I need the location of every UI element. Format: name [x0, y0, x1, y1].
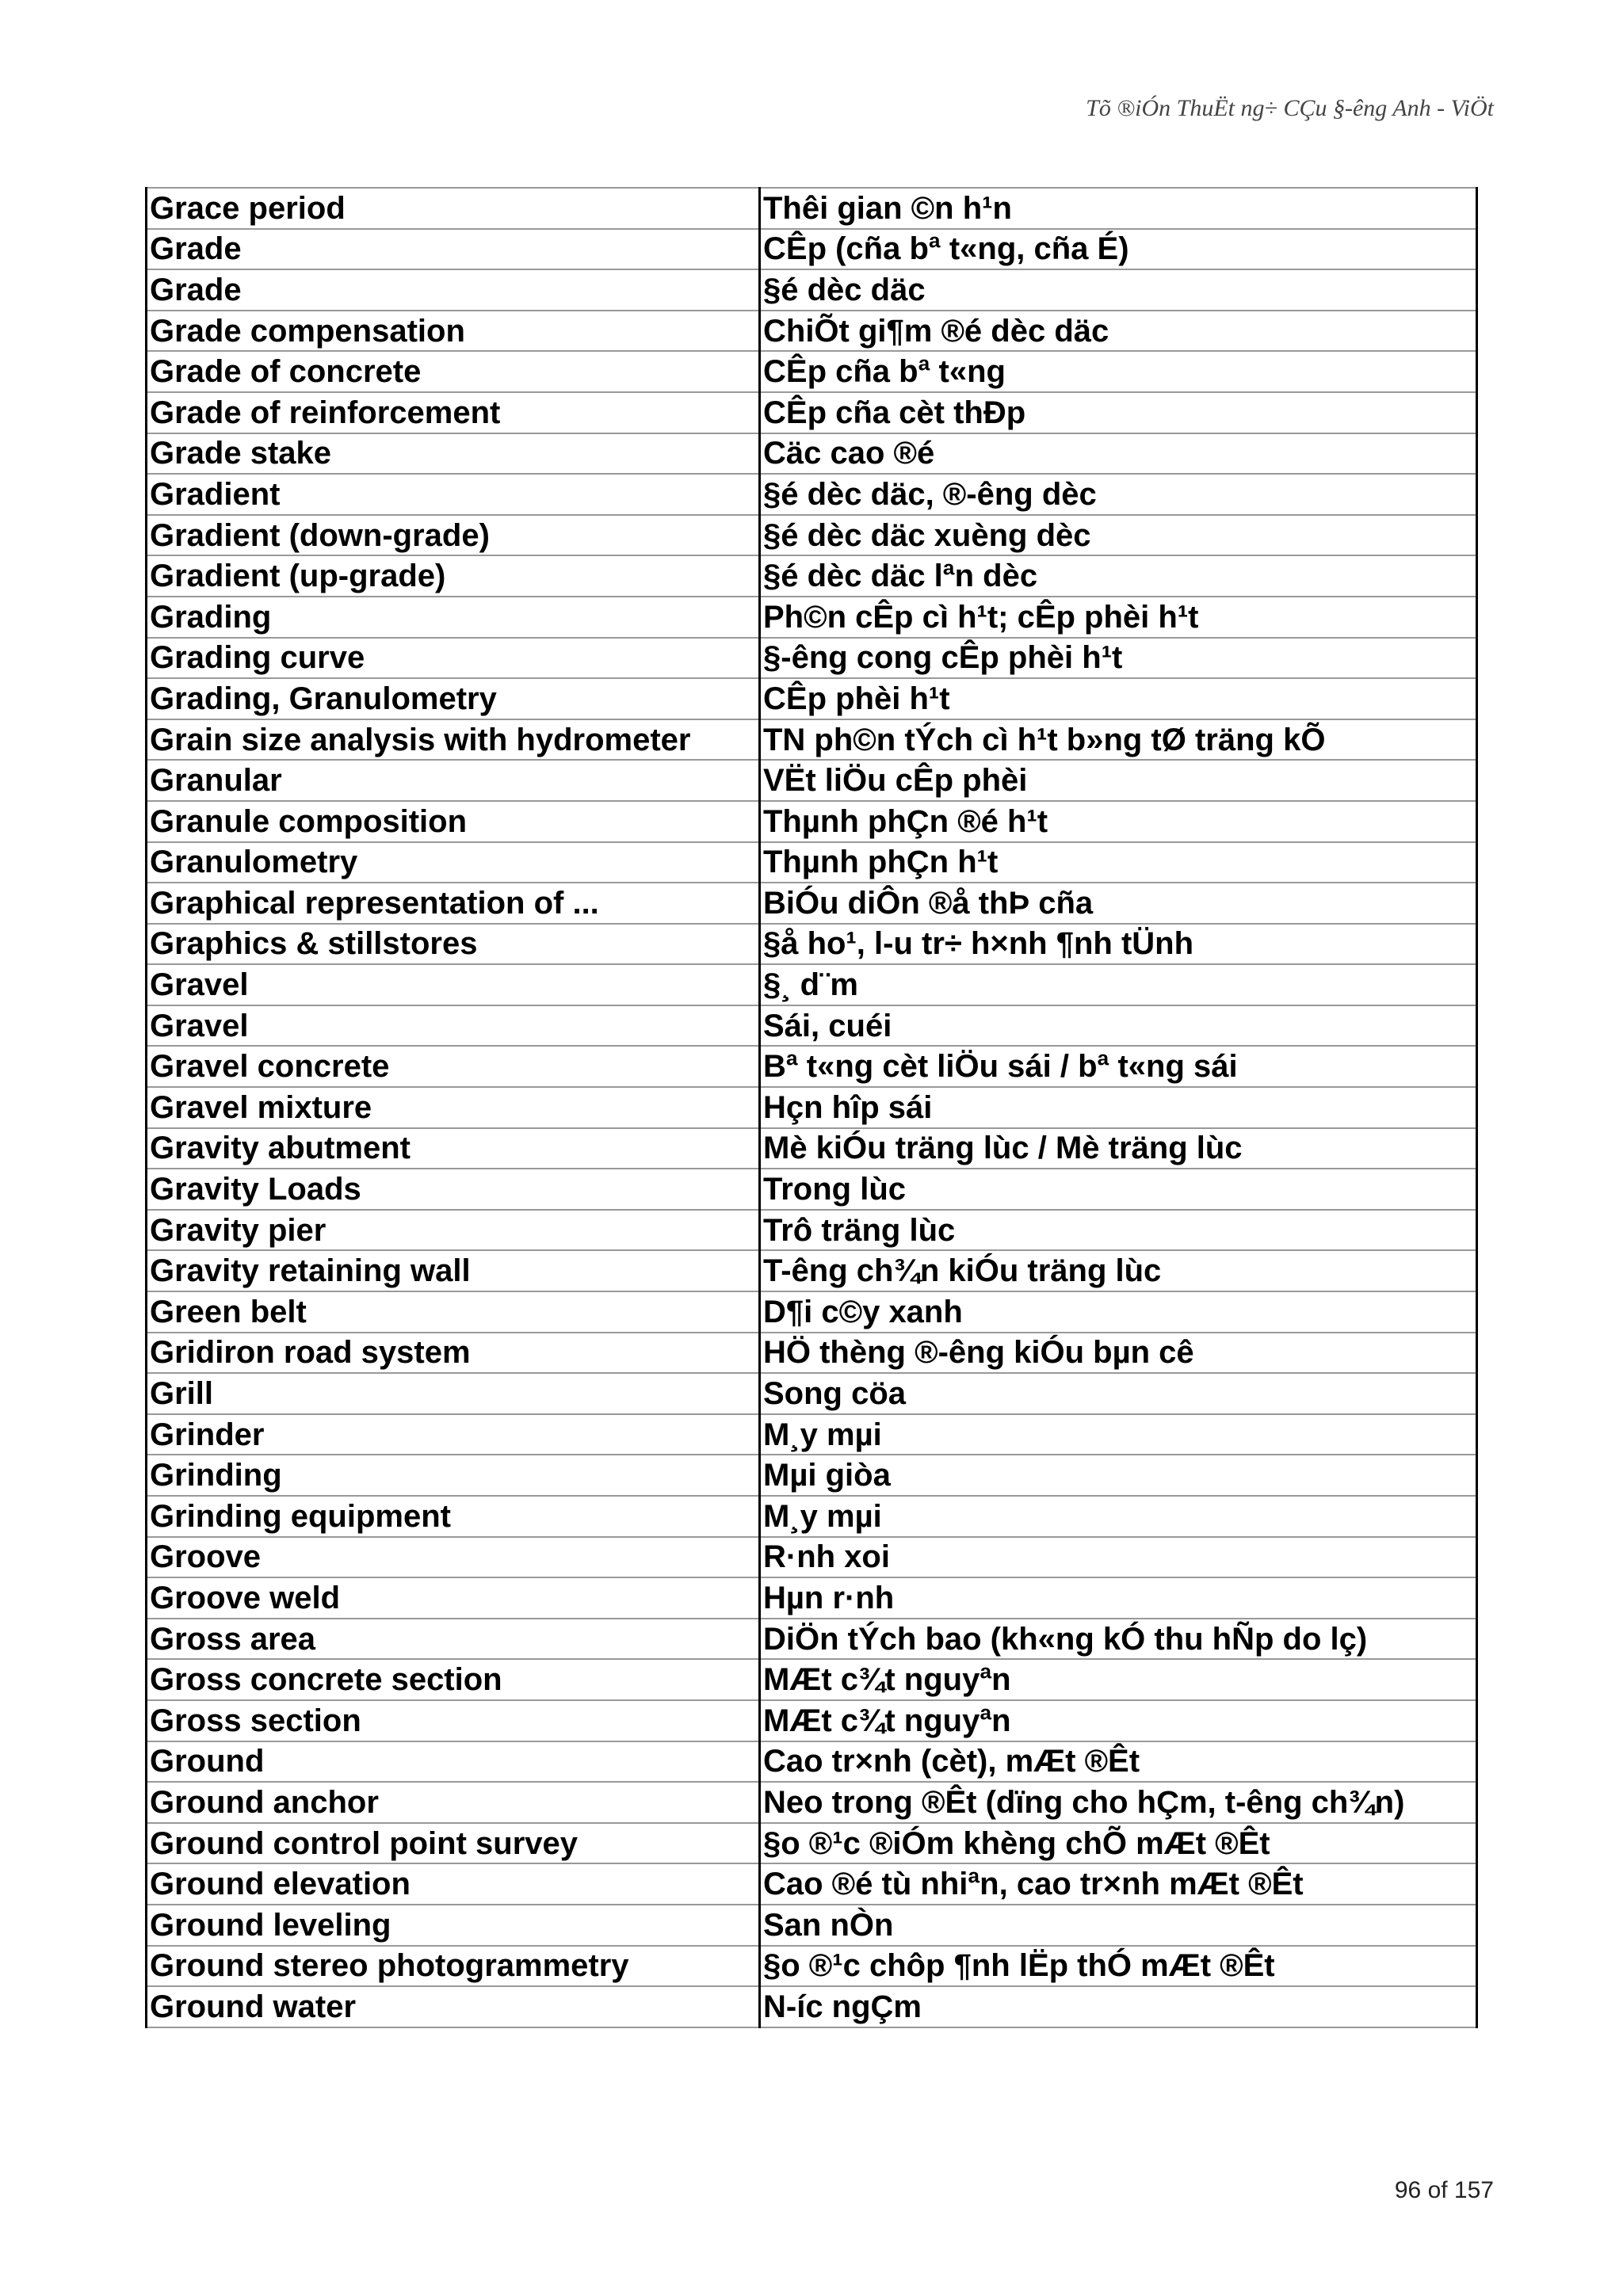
term-cell: Grade of concrete	[147, 351, 760, 392]
term-cell: Grace period	[147, 188, 760, 229]
table-row	[147, 1659, 1477, 1700]
term-cell: Gradient (up-grade)	[147, 555, 760, 597]
definition-cell: Thµnh phÇn ®é h¹t	[760, 801, 1477, 842]
table-row	[147, 1986, 1477, 2027]
definition-cell: San nÒn	[760, 1905, 1477, 1946]
table-row	[147, 1946, 1477, 1987]
definition-cell: MÆt c¾t nguyªn	[760, 1700, 1477, 1741]
definition-cell: HÖ thèng ®-êng kiÓu bµn cê	[760, 1333, 1477, 1374]
definition-cell: §é dèc däc xuèng dèc	[760, 515, 1477, 556]
term-cell: Ground stereo photogrammetry	[147, 1946, 760, 1987]
definition-cell: CÊp phèi h¹t	[760, 678, 1477, 719]
table-row	[147, 1210, 1477, 1251]
term-cell: Gradient (down-grade)	[147, 515, 760, 556]
table-row	[147, 924, 1477, 965]
term-cell: Grade	[147, 269, 760, 311]
term-cell: Granulometry	[147, 842, 760, 883]
glossary-body	[147, 188, 1477, 2027]
definition-cell: §o ®¹c chôp ¶nh lËp thÓ mÆt ®Êt	[760, 1946, 1477, 1987]
term-cell: Ground elevation	[147, 1863, 760, 1905]
glossary-table	[145, 187, 1478, 2028]
definition-cell: Trô träng lùc	[760, 1210, 1477, 1251]
definition-cell: Trong lùc	[760, 1169, 1477, 1210]
term-cell: Grade of reinforcement	[147, 392, 760, 433]
term-cell: Gravity pier	[147, 1210, 760, 1251]
definition-cell: Neo trong ®Êt (dïng cho hÇm, t-êng ch¾n)	[760, 1782, 1477, 1823]
table-row	[147, 1619, 1477, 1660]
table-row	[147, 883, 1477, 924]
definition-cell: Cäc cao ®é	[760, 433, 1477, 475]
term-cell: Grinder	[147, 1414, 760, 1455]
table-row	[147, 1905, 1477, 1946]
table-row	[147, 229, 1477, 270]
definition-cell: DiÖn tÝch bao (kh«ng kÓ thu hÑp do lç)	[760, 1619, 1477, 1660]
table-row	[147, 760, 1477, 801]
definition-cell: §-êng cong cÊp phèi h¹t	[760, 638, 1477, 679]
term-cell: Grading, Granulometry	[147, 678, 760, 719]
table-row	[147, 474, 1477, 515]
definition-cell: §å ho¹, l-u tr÷ h×nh ¶nh tÜnh	[760, 924, 1477, 965]
table-row	[147, 597, 1477, 638]
definition-cell: Mè kiÓu träng lùc / Mè träng lùc	[760, 1128, 1477, 1169]
term-cell: Gradient	[147, 474, 760, 515]
definition-cell: §é dèc däc lªn dèc	[760, 555, 1477, 597]
definition-cell: R·nh xoi	[760, 1537, 1477, 1578]
term-cell: Grade stake	[147, 433, 760, 475]
definition-cell: Mµi giòa	[760, 1455, 1477, 1496]
table-row	[147, 1291, 1477, 1333]
definition-cell: TN ph©n tÝch cì h¹t b»ng tØ träng kÕ	[760, 719, 1477, 761]
definition-cell: T-êng ch¾n kiÓu träng lùc	[760, 1250, 1477, 1291]
page-number: 96 of 157	[1394, 2177, 1494, 2203]
table-row	[147, 1250, 1477, 1291]
table-row	[147, 1169, 1477, 1210]
table-row	[147, 964, 1477, 1005]
term-cell: Groove	[147, 1537, 760, 1578]
table-row	[147, 1496, 1477, 1537]
definition-cell: Ph©n cÊp cì h¹t; cÊp phèi h¹t	[760, 597, 1477, 638]
table-row	[147, 351, 1477, 392]
running-header: Tõ ®iÓn ThuËt ng÷ CÇu §-êng Anh - ViÖt	[1086, 95, 1494, 121]
table-row	[147, 269, 1477, 311]
term-cell: Grinding equipment	[147, 1496, 760, 1537]
term-cell: Ground leveling	[147, 1905, 760, 1946]
table-row	[147, 1537, 1477, 1578]
table-row	[147, 1782, 1477, 1823]
table-row	[147, 311, 1477, 352]
definition-cell: Sái, cuéi	[760, 1005, 1477, 1047]
definition-cell: §o ®¹c ®iÓm khèng chÕ mÆt ®Êt	[760, 1823, 1477, 1864]
term-cell: Gross section	[147, 1700, 760, 1741]
definition-cell: Song cöa	[760, 1373, 1477, 1414]
table-row	[147, 392, 1477, 433]
term-cell: Grade compensation	[147, 311, 760, 352]
definition-cell: CÊp cña bª t«ng	[760, 351, 1477, 392]
table-row	[147, 1455, 1477, 1496]
term-cell: Gross concrete section	[147, 1659, 760, 1700]
definition-cell: Thêi gian ©n h¹n	[760, 188, 1477, 229]
term-cell: Gravel mixture	[147, 1087, 760, 1128]
table-row	[147, 1414, 1477, 1455]
table-row	[147, 1741, 1477, 1783]
table-row	[147, 1823, 1477, 1864]
table-row	[147, 719, 1477, 761]
definition-cell: BiÓu diÔn ®å thÞ cña	[760, 883, 1477, 924]
term-cell: Ground control point survey	[147, 1823, 760, 1864]
definition-cell: D¶i c©y xanh	[760, 1291, 1477, 1333]
definition-cell: Hçn hîp sái	[760, 1087, 1477, 1128]
term-cell: Gravity abutment	[147, 1128, 760, 1169]
definition-cell: Thµnh phÇn h¹t	[760, 842, 1477, 883]
term-cell: Ground	[147, 1741, 760, 1783]
definition-cell: §é dèc däc, ®-êng dèc	[760, 474, 1477, 515]
definition-cell: M¸y mµi	[760, 1496, 1477, 1537]
term-cell: Gross area	[147, 1619, 760, 1660]
term-cell: Green belt	[147, 1291, 760, 1333]
definition-cell: Hµn r·nh	[760, 1577, 1477, 1619]
term-cell: Gravel	[147, 1005, 760, 1047]
table-row	[147, 1087, 1477, 1128]
table-row	[147, 1700, 1477, 1741]
definition-cell: §é dèc däc	[760, 269, 1477, 311]
table-row	[147, 1863, 1477, 1905]
table-row	[147, 1333, 1477, 1374]
table-row	[147, 1128, 1477, 1169]
definition-cell: CÊp cña cèt thÐp	[760, 392, 1477, 433]
definition-cell: Cao tr×nh (cèt), mÆt ®Êt	[760, 1741, 1477, 1783]
definition-cell: M¸y mµi	[760, 1414, 1477, 1455]
term-cell: Graphical representation of ...	[147, 883, 760, 924]
term-cell: Grade	[147, 229, 760, 270]
table-row	[147, 1046, 1477, 1087]
term-cell: Gravel concrete	[147, 1046, 760, 1087]
table-row	[147, 1577, 1477, 1619]
term-cell: Ground water	[147, 1986, 760, 2027]
term-cell: Grain size analysis with hydrometer	[147, 719, 760, 761]
table-row	[147, 1005, 1477, 1047]
term-cell: Ground anchor	[147, 1782, 760, 1823]
definition-cell: CÊp (cña bª t«ng, cña É)	[760, 229, 1477, 270]
table-row	[147, 555, 1477, 597]
definition-cell: VËt liÖu cÊp phèi	[760, 760, 1477, 801]
definition-cell: Cao ®é tù nhiªn, cao tr×nh mÆt ®Êt	[760, 1863, 1477, 1905]
table-row	[147, 801, 1477, 842]
table-row	[147, 433, 1477, 475]
definition-cell: ChiÕt gi¶m ®é dèc däc	[760, 311, 1477, 352]
table-row	[147, 1373, 1477, 1414]
definition-cell: §¸ d¨m	[760, 964, 1477, 1005]
term-cell: Granular	[147, 760, 760, 801]
term-cell: Grinding	[147, 1455, 760, 1496]
term-cell: Grading	[147, 597, 760, 638]
table-row	[147, 515, 1477, 556]
term-cell: Grill	[147, 1373, 760, 1414]
definition-cell: MÆt c¾t nguyªn	[760, 1659, 1477, 1700]
term-cell: Grading curve	[147, 638, 760, 679]
term-cell: Gravity Loads	[147, 1169, 760, 1210]
definition-cell: N-íc ngÇm	[760, 1986, 1477, 2027]
table-row	[147, 842, 1477, 883]
term-cell: Gravity retaining wall	[147, 1250, 760, 1291]
term-cell: Gravel	[147, 964, 760, 1005]
term-cell: Groove weld	[147, 1577, 760, 1619]
definition-cell: Bª t«ng cèt liÖu sái / bª t«ng sái	[760, 1046, 1477, 1087]
term-cell: Gridiron road system	[147, 1333, 760, 1374]
term-cell: Granule composition	[147, 801, 760, 842]
table-row	[147, 188, 1477, 229]
table-row	[147, 638, 1477, 679]
term-cell: Graphics & stillstores	[147, 924, 760, 965]
table-row	[147, 678, 1477, 719]
